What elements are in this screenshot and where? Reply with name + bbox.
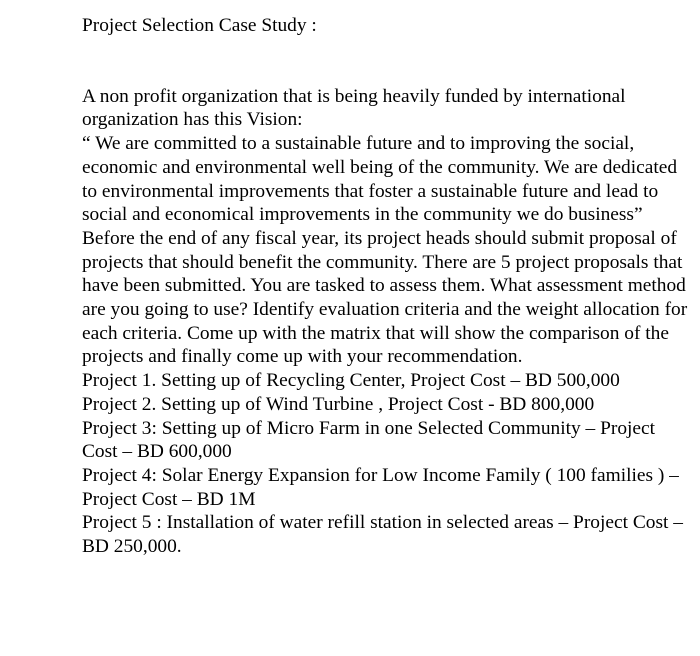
vision-statement: “ We are committed to a sustainable future and to improving the social, economic and environmental well being of the community. We are dedicated to environmental improvements that foster a sustainable future and lead to social and economical improvements in the community we do business” bbox=[82, 133, 678, 226]
task-paragraph: Before the end of any fiscal year, its project heads should submit proposal of projects that should benefit the community. There are 5 project proposals that have been submitted. You are tasked to assess them. What assessment method are you going to use? Identify evaluation criteria and the weight allocation for each criteria. Come up with the matrix that will show the comparison of the projects and finally come up with your recommendation. bbox=[82, 227, 688, 368]
project-3: Project 3: Setting up of Micro Farm in one Selected Community – Project Cost – BD 600,000 bbox=[82, 417, 656, 463]
document-body bbox=[82, 14, 692, 559]
project-2: Project 2. Setting up of Wind Turbine , Project Cost - BD 800,000 bbox=[82, 393, 595, 415]
document-title: Project Selection Case Study : bbox=[82, 15, 317, 36]
intro-paragraph: A non profit organization that is being heavily funded by international organization has this Vision: bbox=[82, 85, 626, 131]
blank-line bbox=[82, 38, 692, 85]
project-1: Project 1. Setting up of Recycling Center, Project Cost – BD 500,000 bbox=[82, 370, 620, 392]
project-4: Project 4: Solar Energy Expansion for Low Income Family ( 100 families ) – Project Cost – BD 1M bbox=[82, 464, 679, 510]
project-5: Project 5 : Installation of water refill station in selected areas – Project Cost – BD 250,000. bbox=[82, 512, 683, 558]
